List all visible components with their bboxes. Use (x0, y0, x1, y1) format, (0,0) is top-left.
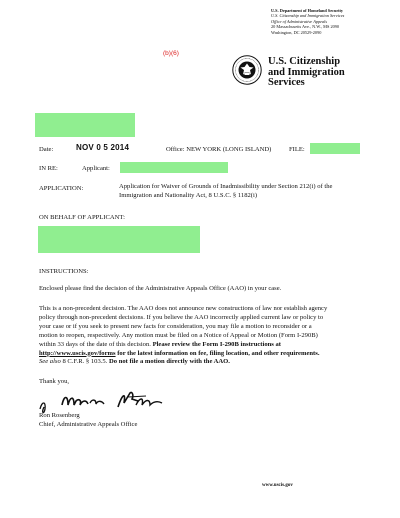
forms-link[interactable]: http://www.uscis.gov/forms (39, 349, 116, 357)
redaction-box (310, 143, 360, 154)
city-address: Washington, DC 20529-2090 (271, 29, 322, 35)
signer-name: Ron Rosenberg (39, 412, 80, 419)
office-name: Office of Administrative Appeals (271, 18, 328, 24)
application-label: APPLICATION: (39, 185, 84, 192)
signer-title: Chief, Administrative Appeals Office (39, 420, 138, 428)
file-label: FILE: (289, 146, 305, 153)
instructions-paragraph-2: This is a non-precedent decision. The AAO does not announce new constructions of law nor establish agency policy through non-precedent decisions. If you believe the AAO incorrectly applied current law or policy to your case or if you seek to present new facts for consideration, you may file a motion to reconsider or a motion to reopen, respectively. Any motion must be filed on a Notice of Appeal or Motion (Form I-290B) within 33 days of the date of this decision. Please review the Form I-290B instructions at http://www.uscis.gov/forms for the latest information on fee, filing location, and other requirements. See also 8 C.F.R. § 103.5. Do not file a motion directly with the AAO. (39, 305, 328, 366)
department-name: U.S. Department of Homeland Security (271, 8, 344, 13)
redaction-box (38, 226, 200, 253)
agency-address-block (271, 8, 344, 35)
footer-website: www.uscis.gov (262, 483, 293, 488)
street-address: 20 Massachusetts Ave., N.W., MS 2090 (271, 24, 340, 30)
application-description: Application for Waiver of Grounds of Inadmissibility under Section 212(i) of the Immigration and Nationality Act, 8 U.S.C. § 1182(i) (119, 183, 333, 199)
redaction-box (120, 162, 228, 173)
redaction-box (35, 113, 135, 137)
date-value: NOV 0 5 2014 (76, 143, 130, 152)
signer-block (39, 412, 137, 430)
closing-text: Thank you, (39, 378, 70, 385)
in-re-label: IN RE: (39, 165, 58, 172)
date-label: Date: (39, 146, 54, 153)
sub-agency-name: U.S. Citizenship and Immigration Services (271, 13, 345, 19)
instructions-paragraph-1: Enclosed please find the decision of the Administrative Appeals Office (AAO) in your case. (39, 285, 282, 292)
redaction-code: (b)(6) (163, 50, 179, 57)
instructions-heading: INSTRUCTIONS: (39, 268, 89, 275)
on-behalf-label: ON BEHALF OF APPLICANT: (39, 214, 125, 221)
dhs-seal-icon (232, 55, 262, 85)
agency-wordmark: U.S. Citizenship and Immigration Services (268, 56, 345, 88)
office-label: Office: NEW YORK (LONG ISLAND) (166, 146, 272, 153)
applicant-label: Applicant: (82, 165, 110, 172)
